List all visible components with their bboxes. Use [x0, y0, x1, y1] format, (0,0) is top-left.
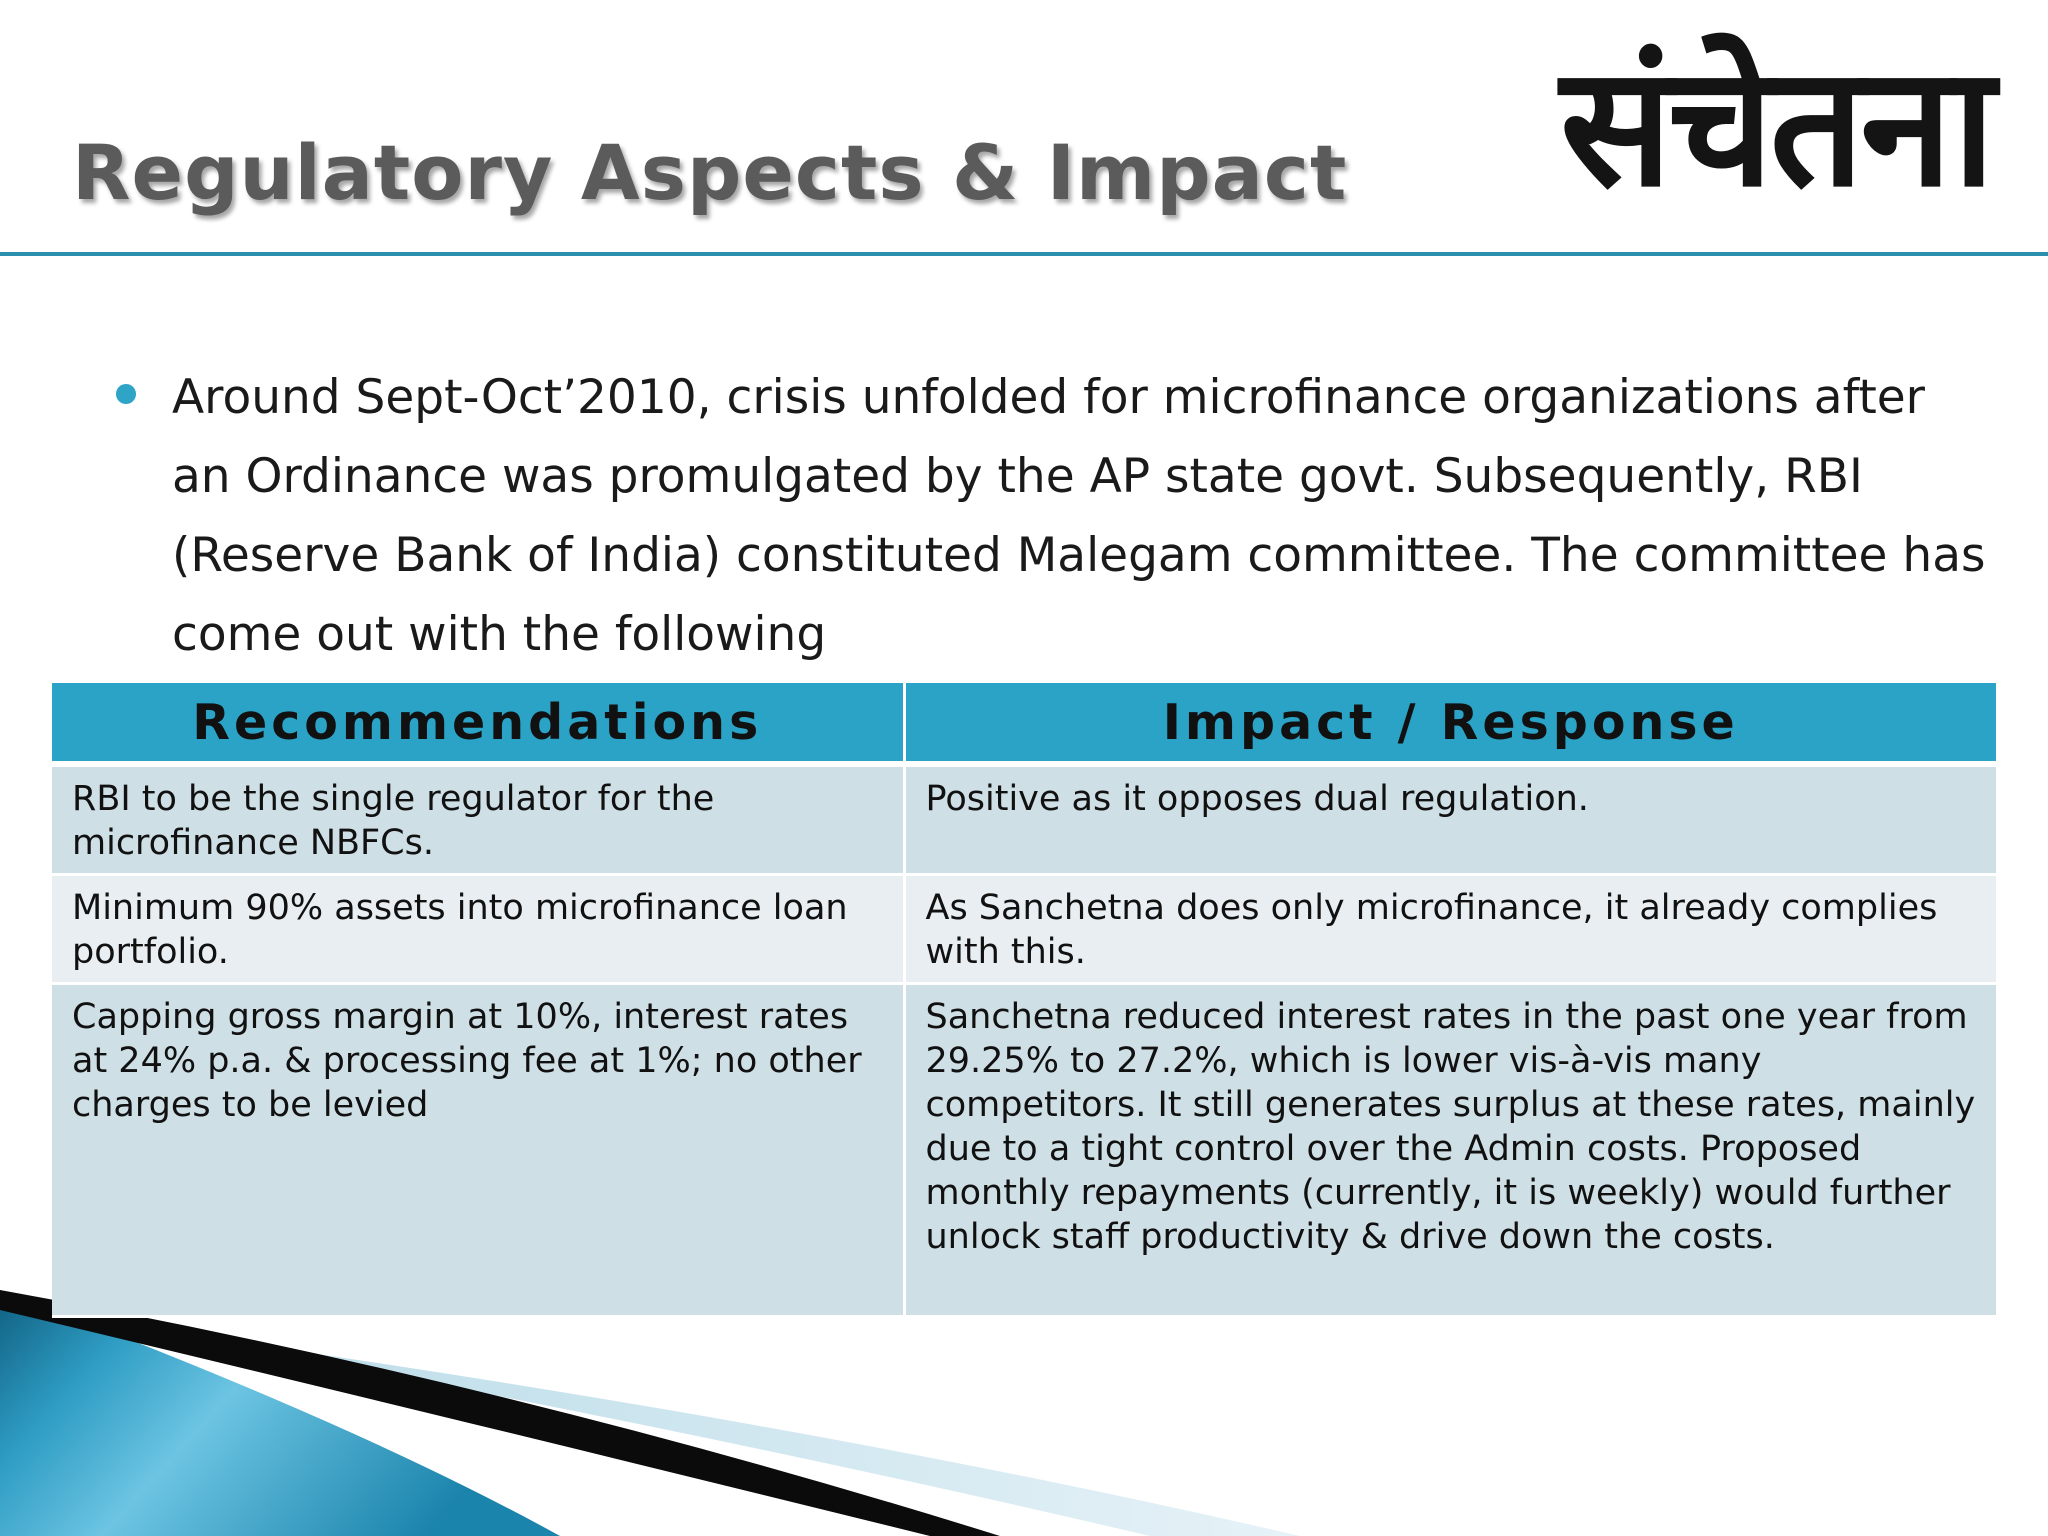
- title-divider: [0, 252, 2048, 256]
- intro-bullet: [112, 358, 1992, 674]
- recommendation-cell: Capping gross margin at 10%, interest rates at 24% p.a. & processing fee at 1%; no other charges to be levied: [52, 984, 904, 1317]
- header-recommendations: Recommendations: [52, 683, 904, 764]
- recommendation-cell: RBI to be the single regulator for the microfinance NBFCs.: [52, 764, 904, 875]
- impact-cell: As Sanchetna does only microfinance, it already complies with this.: [904, 875, 1996, 984]
- intro-bullet-list: [112, 358, 1992, 674]
- slide-title: Regulatory Aspects & Impact: [72, 128, 1348, 217]
- recommendation-cell: Minimum 90% assets into microfinance loan portfolio.: [52, 875, 904, 984]
- table-row: [52, 764, 1996, 875]
- table-header-row: [52, 683, 1996, 764]
- bullet-dot-icon: [116, 384, 136, 404]
- table-row: [52, 984, 1996, 1317]
- recommendations-table: [52, 683, 1996, 1318]
- intro-bullet-text: Around Sept-Oct’2010, crisis unfolded for microfinance organizations after an Ordinance was promulgated by the AP state govt. Subsequently, RBI (Reserve Bank of India) constituted Malegam committee. The committee has come out with the following: [172, 370, 1986, 662]
- impact-cell: Sanchetna reduced interest rates in the past one year from 29.25% to 27.2%, which is lower vis-à-vis many competitors. It still generates surplus at these rates, mainly due to a tight control over the Admin costs. Proposed monthly repayments (currently, it is weekly) would further unlock staff productivity & drive down the costs.: [904, 984, 1996, 1317]
- sanchetna-logo: संचेतना: [1560, 31, 1992, 224]
- table-row: [52, 875, 1996, 984]
- header-impact-response: Impact / Response: [904, 683, 1996, 764]
- impact-cell: Positive as it opposes dual regulation.: [904, 764, 1996, 875]
